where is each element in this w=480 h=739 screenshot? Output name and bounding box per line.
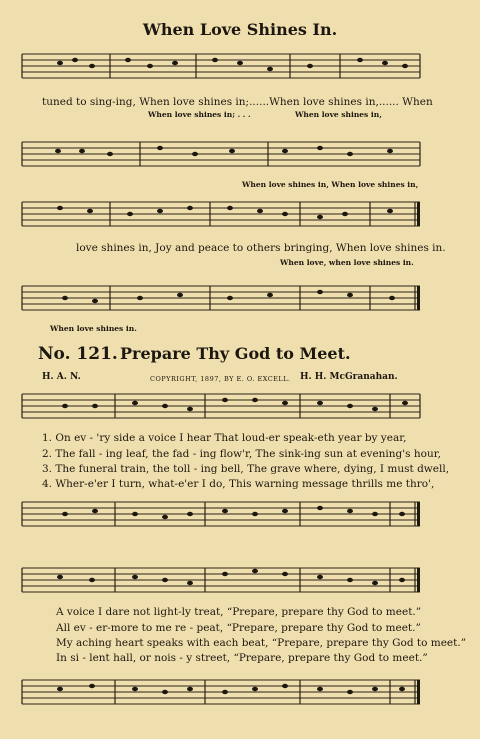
cue-text: When love shines in. (50, 324, 137, 333)
music-staff (0, 562, 480, 602)
composer-credit: H. H. McGranahan. (300, 372, 398, 382)
cue-text: When love, when love shines in. (280, 258, 414, 267)
refrain-line: In si - lent hall, or nois - y street, “Prepare, prepare thy God to meet.” (56, 652, 428, 664)
cue-text: When love shines in; . . . (148, 110, 251, 119)
verse-line: 1. On ev - 'ry side a voice I hear That loud-er speak-eth year by year, (42, 432, 407, 444)
verse-line: 2. The fall - ing leaf, the fad - ing flow'r, The sink-ing sun at evening's hour, (42, 448, 441, 460)
hymn-number: No. 121. (38, 344, 118, 364)
music-staff (0, 674, 480, 714)
cue-text: When love shines in, When love shines in, (242, 180, 419, 189)
music-staff (0, 48, 480, 88)
music-staff (0, 388, 480, 428)
music-staff (0, 136, 480, 176)
author-credit: H. A. N. (42, 372, 81, 382)
verse-line: 3. The funeral train, the toll - ing bell, The grave where, dying, I must dwell, (42, 463, 450, 475)
hymn-title: When Love Shines In. (142, 20, 338, 39)
refrain-line: My aching heart speaks with each beat, “Prepare, prepare thy God to meet.” (56, 637, 467, 649)
lyric-line: love shines in, Joy and peace to others bringing, When love shines in. (76, 242, 446, 254)
refrain-line: All ev - er-more to me re - peat, “Prepare, prepare thy God to meet.” (56, 622, 421, 634)
music-staff (0, 280, 480, 320)
verse-line: 4. Wher-e'er I turn, what-e'er I do, This warning message thrills me thro', (42, 478, 435, 490)
music-staff (0, 196, 480, 236)
copyright-notice: COPYRIGHT, 1897, BY E. O. EXCELL. (150, 375, 291, 383)
lyric-line: tuned to sing-ing, When love shines in;......When love shines in,...... When (42, 96, 433, 108)
hymn-title: Prepare Thy God to Meet. (120, 344, 351, 363)
music-staff (0, 496, 480, 536)
refrain-line: A voice I dare not light-ly treat, “Prepare, prepare thy God to meet.” (56, 606, 422, 618)
cue-text: When love shines in, (295, 110, 382, 119)
